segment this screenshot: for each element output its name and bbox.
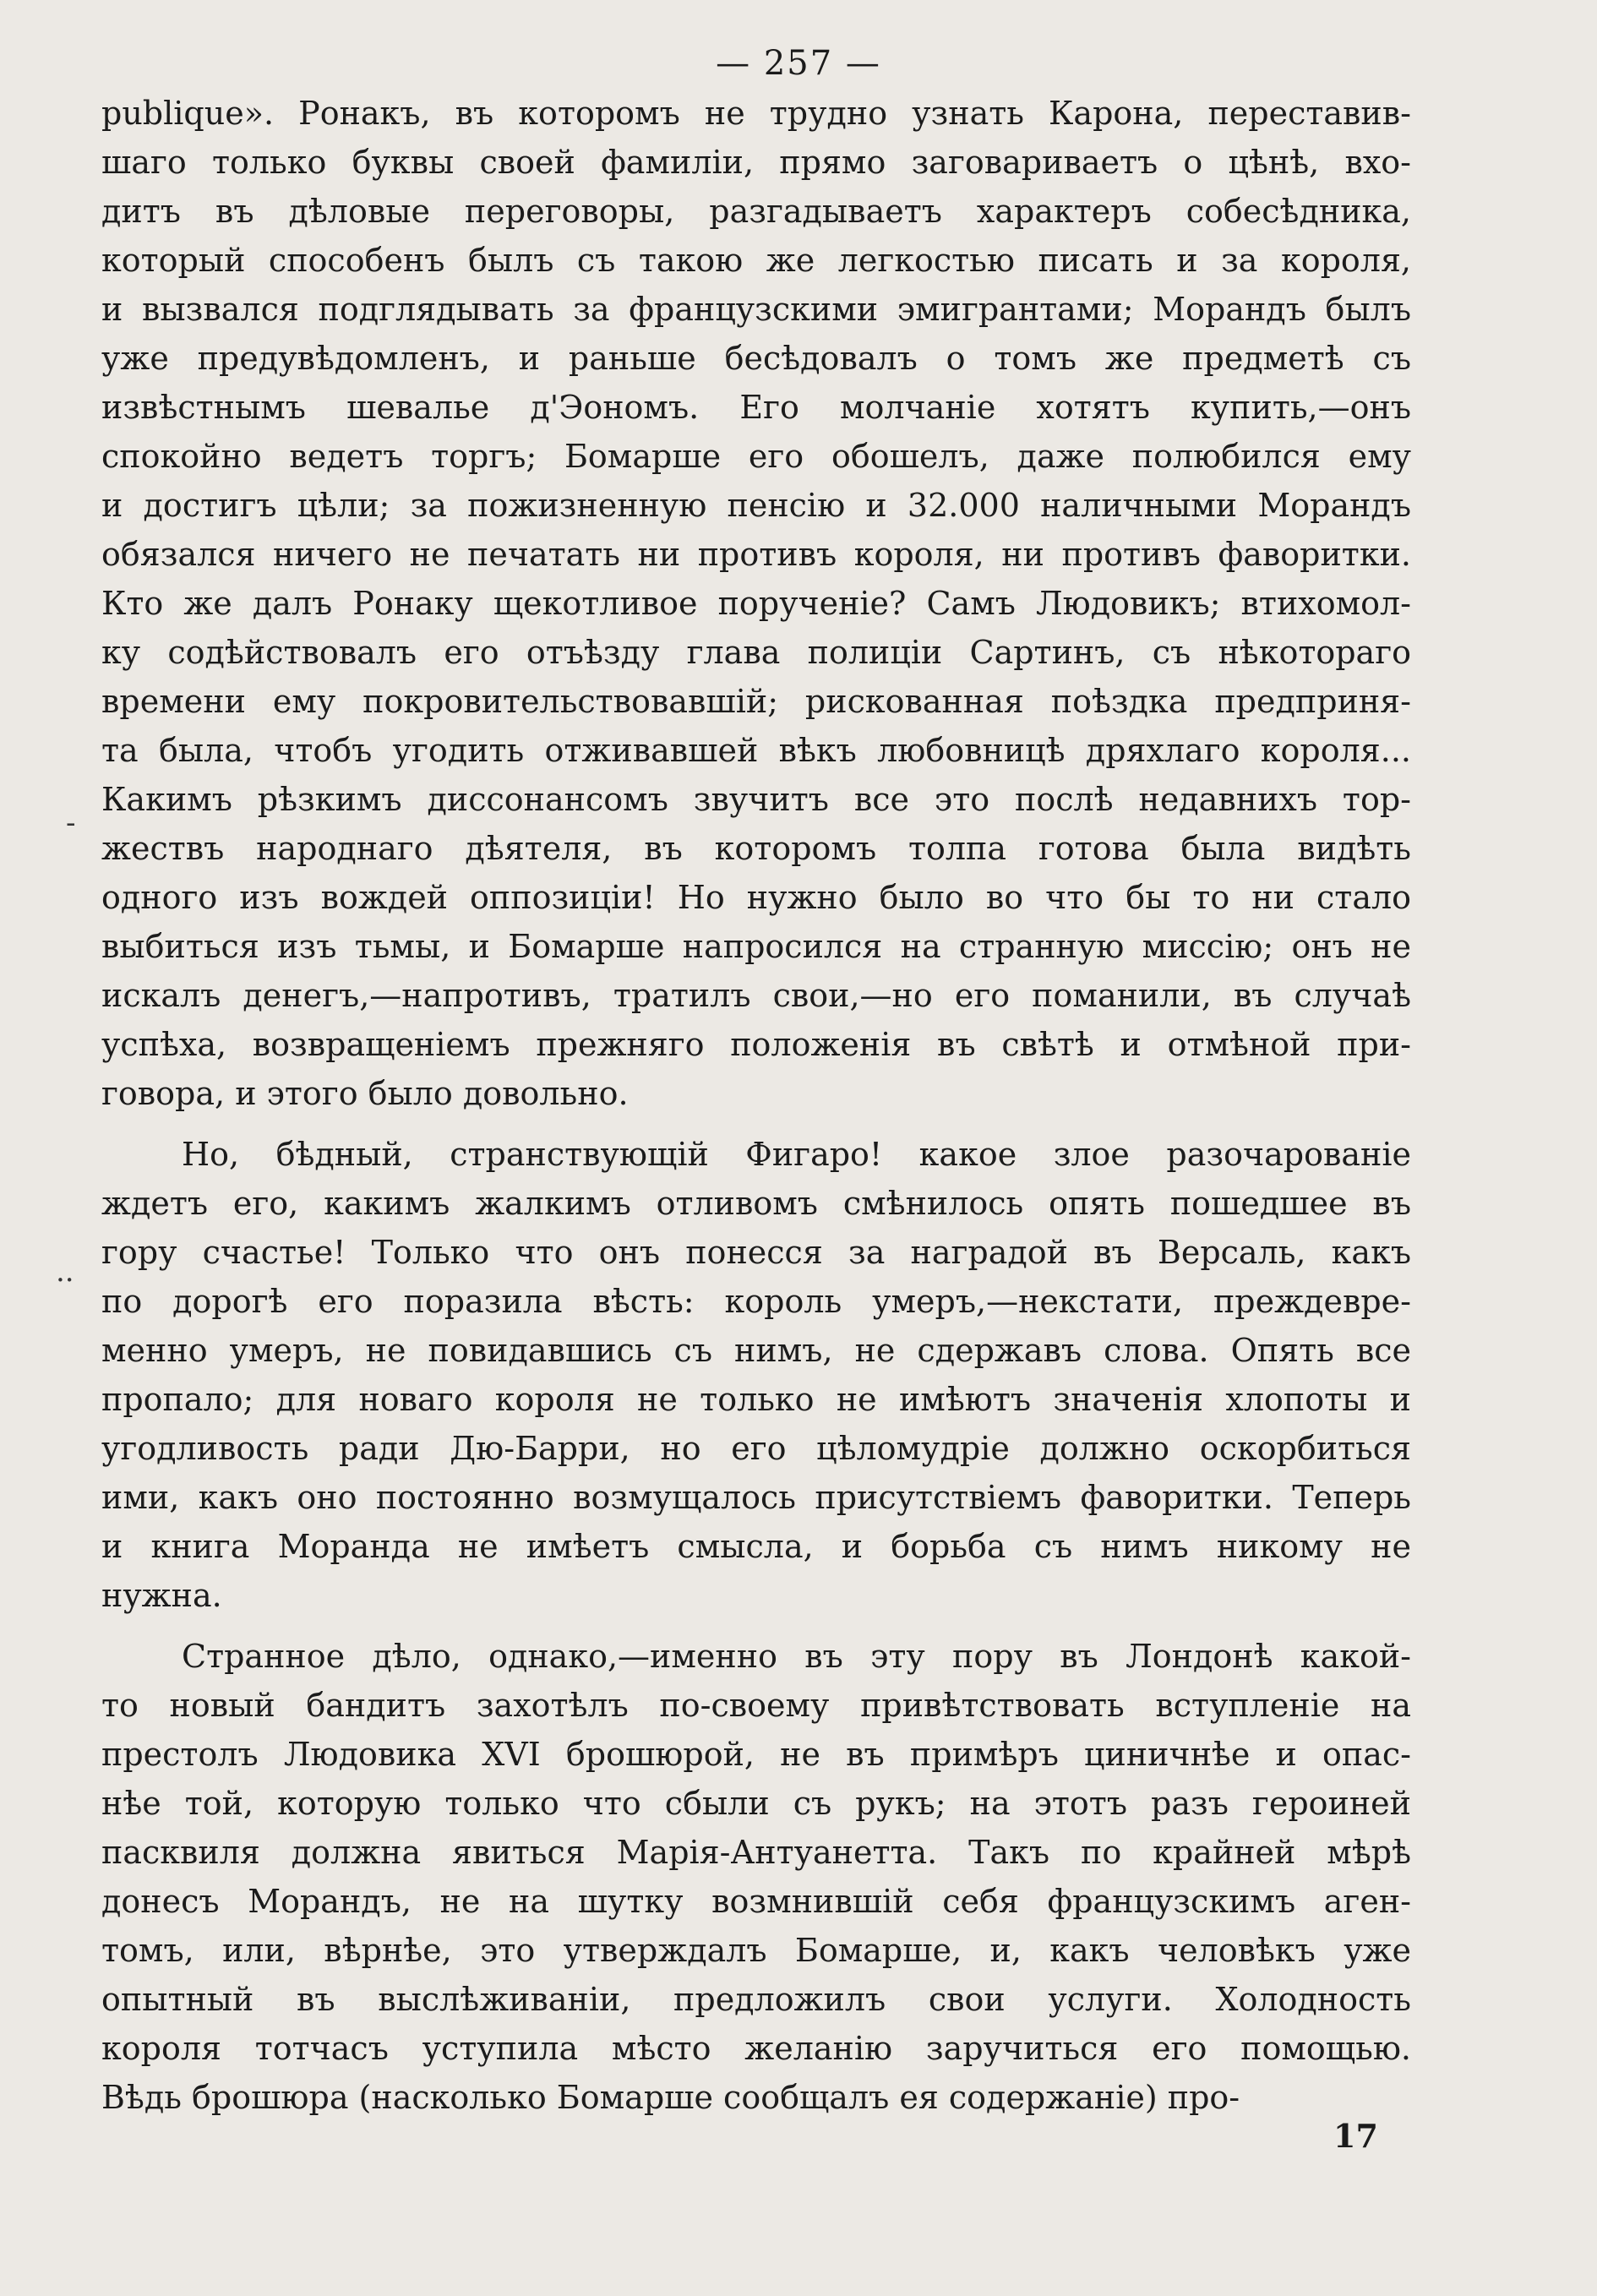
paragraph-2 bbox=[101, 1130, 1411, 1620]
text-line: который способенъ былъ съ такою же легкостью писать и за короля, bbox=[101, 242, 1411, 279]
text-line: дитъ въ дѣловые переговоры, разгадываетъ характеръ собесѣдника, bbox=[101, 193, 1411, 230]
text-line: ими, какъ оно постоянно возмущалось присутствіемъ фаворитки. Теперь bbox=[101, 1479, 1411, 1516]
text-line: нѣе той, которую только что сбыли съ рукъ; на этотъ разъ героиней bbox=[101, 1785, 1411, 1822]
text-line: та была, чтобъ угодить отживавшей вѣкъ любовницѣ дряхлаго короля... bbox=[101, 732, 1411, 769]
text-line: то новый бандитъ захотѣлъ по-своему привѣтствовать вступленіе на bbox=[101, 1687, 1411, 1724]
text-line: Вѣдь брошюра (насколько Бомарше сообщалъ ея содержаніе) про- bbox=[101, 2079, 1240, 2116]
text-line: Кто же далъ Ронаку щекотливое порученіе? Самъ Людовикъ; втихомол- bbox=[101, 585, 1411, 622]
page-number: — 257 — bbox=[716, 44, 881, 83]
text-line: одного изъ вождей оппозиціи! Но нужно было во что бы то ни стало bbox=[101, 879, 1411, 916]
text-line: ку содѣйствовалъ его отъѣзду глава полиціи Сартинъ, съ нѣкотораго bbox=[101, 634, 1411, 671]
text-line: по дорогѣ его поразила вѣсть: король умеръ,—некстати, преждевре- bbox=[101, 1283, 1411, 1320]
margin-mark: - bbox=[66, 806, 76, 840]
text-line: publique». Ронакъ, въ которомъ не трудно узнать Карона, переставив- bbox=[101, 95, 1411, 132]
text-line: пасквиля должна явиться Марія-Антуанетта. Такъ по крайней мѣрѣ bbox=[101, 1834, 1411, 1871]
text-line: Какимъ рѣзкимъ диссонансомъ звучитъ все это послѣ недавнихъ тор- bbox=[101, 781, 1411, 818]
text-line: жествъ народнаго дѣятеля, въ которомъ толпа готова была видѣть bbox=[101, 830, 1411, 867]
text-line: гору счастье! Только что онъ понесся за наградой въ Версаль, какъ bbox=[101, 1234, 1411, 1271]
text-line: искалъ денегъ,—напротивъ, тратилъ свои,—но его поманили, въ случаѣ bbox=[101, 977, 1411, 1014]
text-line: извѣстнымъ шевалье д'Эономъ. Его молчаніе хотятъ купить,—онъ bbox=[101, 389, 1411, 426]
margin-mark: .. bbox=[56, 1255, 74, 1289]
text-line: донесъ Морандъ, не на шутку возмнившій себя французскимъ аген- bbox=[101, 1883, 1411, 1920]
paragraph-1 bbox=[101, 89, 1411, 1118]
text-line: пропало; для новаго короля не только не имѣютъ значенія хлопоты и bbox=[101, 1381, 1411, 1418]
text-line: престолъ Людовика XVI брошюрой, не въ примѣръ циничнѣе и опас- bbox=[101, 1736, 1411, 1773]
text-line: ждетъ его, какимъ жалкимъ отливомъ смѣнилось опять пошедшее въ bbox=[101, 1185, 1411, 1222]
paragraph-3 bbox=[101, 1632, 1411, 2122]
body-text bbox=[101, 89, 1411, 2122]
text-line: и достигъ цѣли; за пожизненную пенсію и 32.000 наличными Морандъ bbox=[101, 487, 1411, 524]
text-line: времени ему покровительствовавшій; рискованная поѣздка предприня- bbox=[101, 683, 1411, 720]
text-line: и книга Моранда не имѣетъ смысла, и борьба съ нимъ никому не bbox=[101, 1528, 1411, 1565]
text-line: менно умеръ, не повидавшись съ нимъ, не сдержавъ слова. Опять все bbox=[101, 1332, 1411, 1369]
text-line: уже предувѣдомленъ, и раньше бесѣдовалъ о томъ же предметѣ съ bbox=[101, 340, 1411, 377]
text-line: спокойно ведетъ торгъ; Бомарше его обошелъ, даже полюбился ему bbox=[101, 438, 1411, 475]
text-line: Но, бѣдный, странствующій Фигаро! какое злое разочарованіе bbox=[182, 1136, 1411, 1173]
text-line: короля тотчасъ уступила мѣсто желанію заручиться его помощью. bbox=[101, 2030, 1411, 2067]
text-line: и вызвался подглядывать за французскими эмигрантами; Морандъ былъ bbox=[101, 291, 1411, 328]
text-line: выбиться изъ тьмы, и Бомарше напросился на странную миссію; онъ не bbox=[101, 928, 1411, 965]
text-line: обязался ничего не печатать ни противъ короля, ни противъ фаворитки. bbox=[101, 536, 1411, 573]
text-line: говора, и этого было довольно. bbox=[101, 1075, 629, 1112]
signature-mark: 17 bbox=[1333, 2117, 1378, 2155]
text-line: томъ, или, вѣрнѣе, это утверждалъ Бомарше, и, какъ человѣкъ уже bbox=[101, 1932, 1411, 1969]
text-line: нужна. bbox=[101, 1577, 222, 1614]
text-line: шаго только буквы своей фамиліи, прямо заговариваетъ о цѣнѣ, вхо- bbox=[101, 144, 1411, 181]
text-line: Странное дѣло, однако,—именно въ эту пору въ Лондонѣ какой- bbox=[182, 1638, 1411, 1675]
text-line: угодливость ради Дю-Барри, но его цѣломудріе должно оскорбиться bbox=[101, 1430, 1411, 1467]
text-line: успѣха, возвращеніемъ прежняго положенія въ свѣтѣ и отмѣной при- bbox=[101, 1026, 1411, 1063]
text-line: опытный въ выслѣживаніи, предложилъ свои услуги. Холодность bbox=[101, 1981, 1411, 2018]
